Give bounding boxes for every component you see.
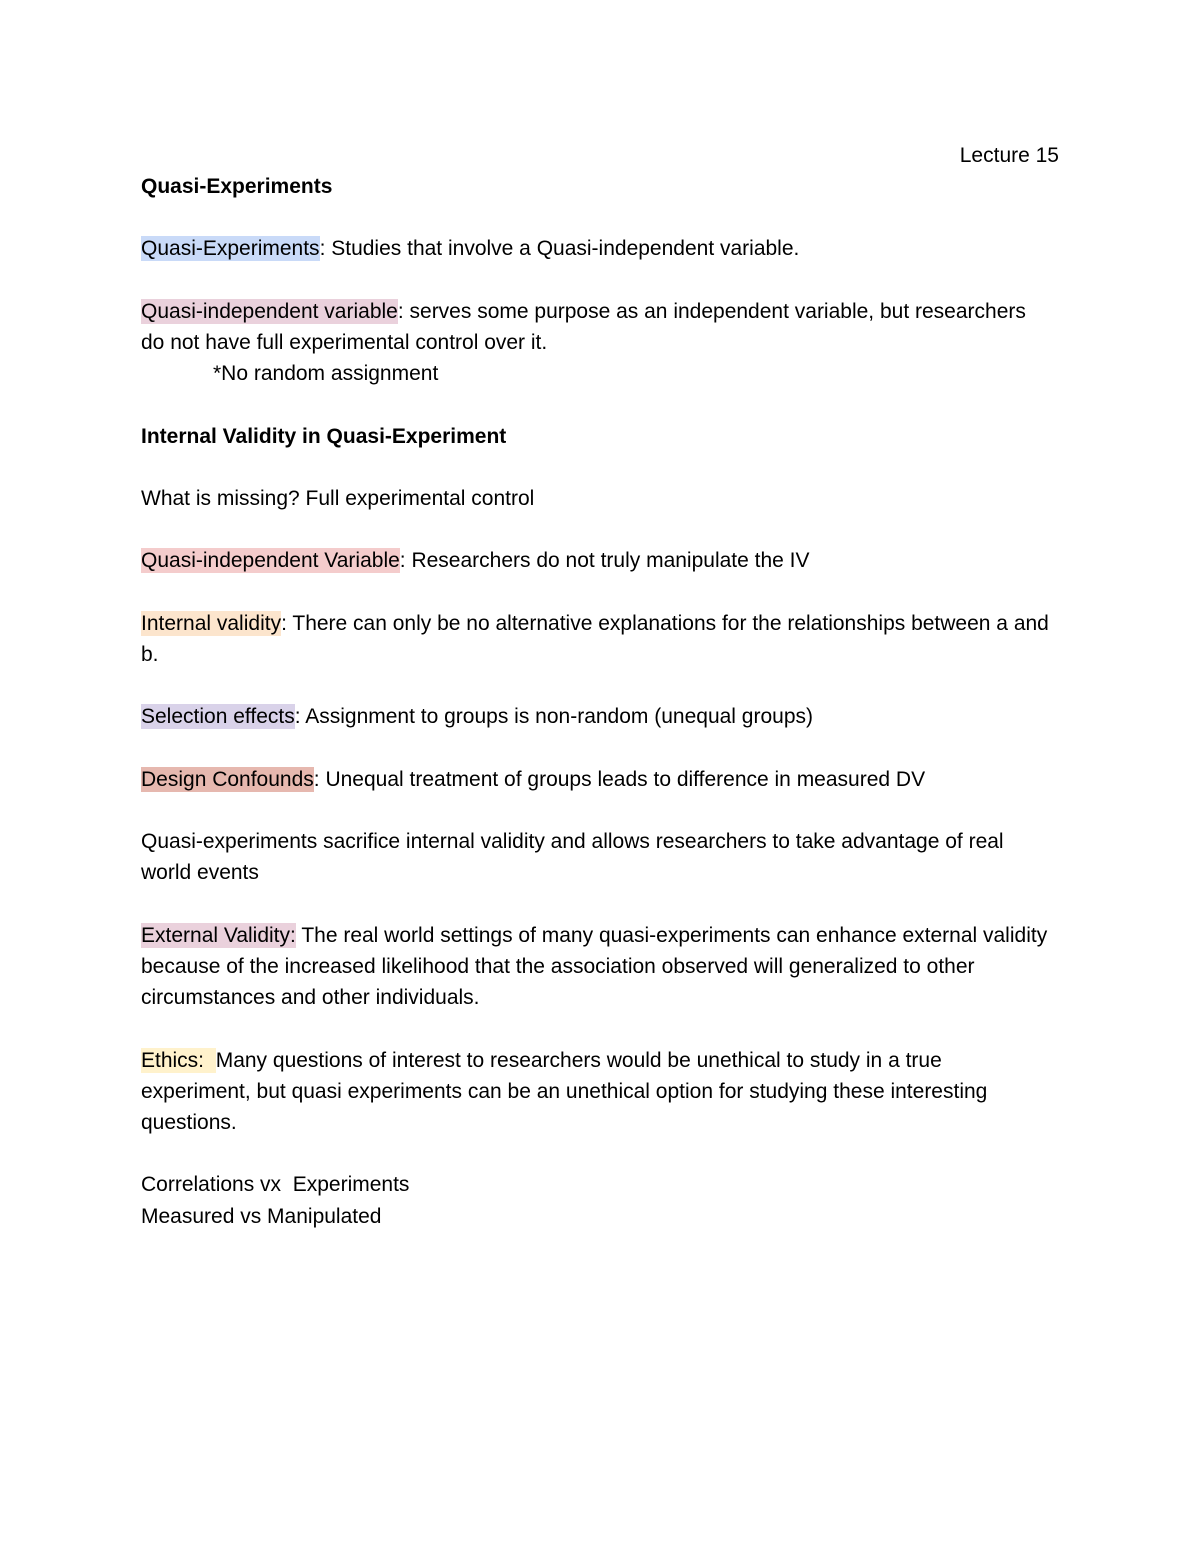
definition-selection-effects <box>141 701 1051 732</box>
definition-text: : Studies that involve a Quasi-independent variable. <box>319 237 800 261</box>
definition-text: : Researchers do not truly manipulate the IV <box>399 549 810 573</box>
definition-internal-validity <box>141 608 1051 670</box>
definition-text: Many questions of interest to researchers would be unethical to study in a true experiment, but quasi experiments can be an unethical option for studying these interesting questions. <box>141 1048 988 1134</box>
notes-body <box>141 171 1051 1232</box>
term-quasi-experiments: Quasi-Experiments <box>141 237 320 261</box>
term-ethics: Ethics: <box>141 1048 216 1072</box>
definition-ethics <box>141 1045 1051 1139</box>
term-quasi-independent-variable-2: Quasi-independent Variable <box>141 549 400 573</box>
section-title-quasi-experiments: Quasi-Experiments <box>141 175 333 198</box>
note-no-random-assignment: *No random assignment <box>213 362 439 386</box>
definition-text: : Unequal treatment of groups leads to difference in measured DV <box>313 767 926 791</box>
measured-vs-manipulated: Measured vs Manipulated <box>141 1204 382 1228</box>
term-design-confounds: Design Confounds <box>141 767 314 791</box>
term-selection-effects: Selection effects <box>141 705 295 729</box>
definition-quasi-independent-variable <box>141 296 1051 358</box>
term-internal-validity: Internal validity <box>141 611 282 635</box>
definition-text: : There can only be no alternative explanations for the relationships between a and b. <box>141 611 1049 666</box>
term-quasi-independent-variable: Quasi-independent variable <box>141 299 398 323</box>
section-title-internal-validity: Internal Validity in Quasi-Experiment <box>141 424 507 448</box>
term-external-validity: External Validity: <box>141 923 296 947</box>
sacrifice-paragraph: Quasi-experiments sacrifice internal validity and allows researchers to take advantage of real world events <box>141 830 1004 885</box>
definition-text: : serves some purpose as an independent variable, but researchers do not have full experimental control over it. <box>141 299 1026 354</box>
correlations-vs-experiments: Correlations vx Experiments <box>141 1173 410 1197</box>
definition-design-confounds <box>141 764 1051 795</box>
definition-text: : Assignment to groups is non-random (unequal groups) <box>294 705 814 729</box>
definition-external-validity <box>141 920 1051 1014</box>
what-is-missing: What is missing? Full experimental control <box>141 486 535 510</box>
lecture-number: Lecture 15 <box>959 144 1059 167</box>
definition-quasi-experiments <box>141 233 1051 264</box>
definition-text: The real world settings of many quasi-experiments can enhance external validity because of the increased likelihood that the association observed will generalized to other circumstances and other individuals. <box>141 923 1048 1010</box>
definition-quasi-independent-variable-2 <box>141 545 1051 576</box>
